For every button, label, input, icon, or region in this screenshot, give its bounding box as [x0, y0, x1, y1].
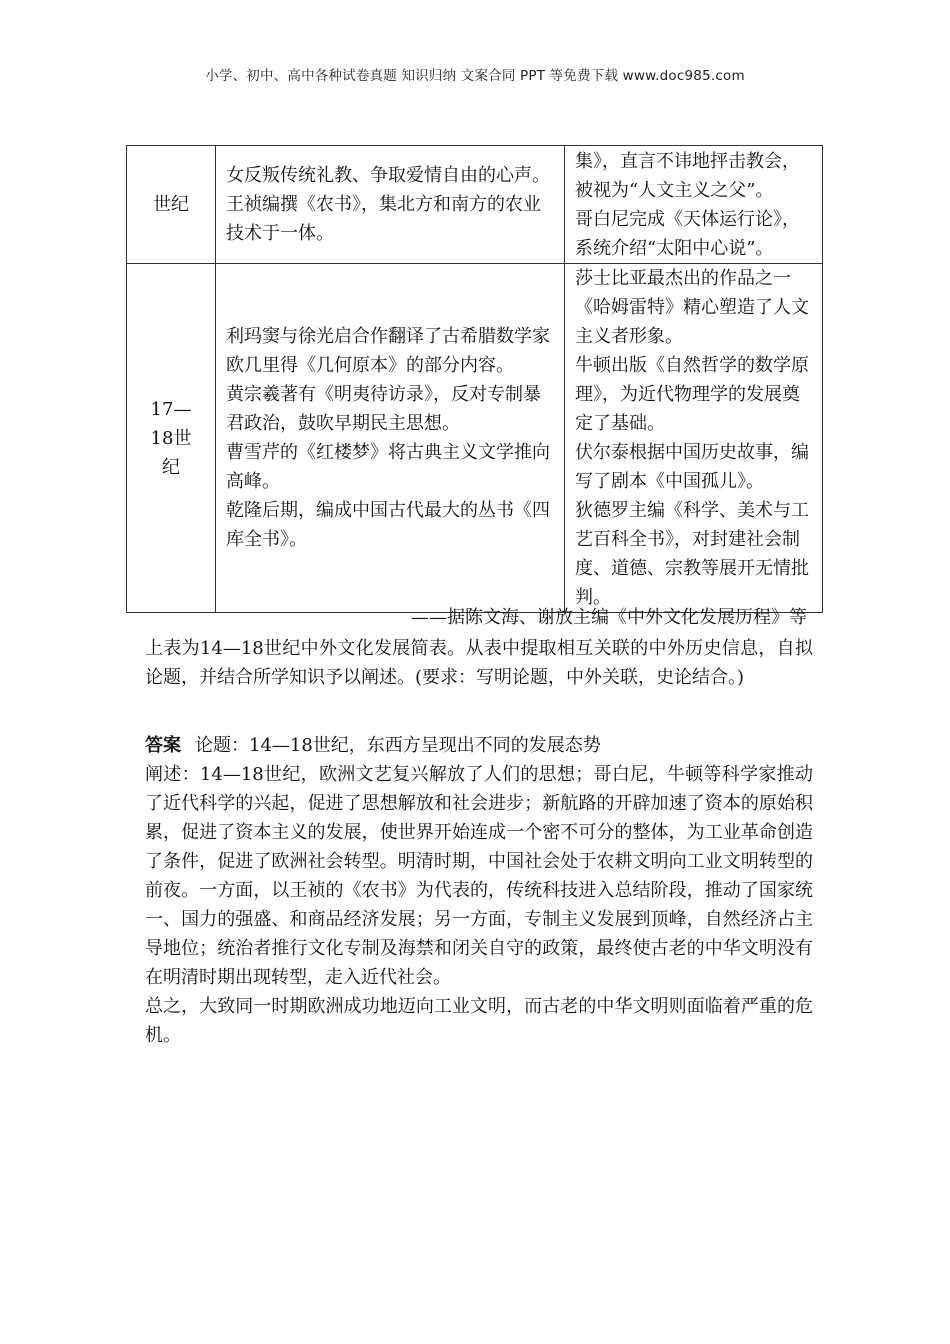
china-entry: 利玛窦与徐光启合作翻译了古希腊数学家欧几里得《几何原本》的部分内容。	[226, 326, 550, 376]
answer-block	[145, 731, 813, 1050]
west-cell	[565, 264, 823, 613]
west-entry: 莎士比亚最杰出的作品之一《哈姆雷特》精心塑造了人文主义者形象。	[575, 268, 809, 347]
answer-thesis: 论题：14—18世纪，东西方呈现出不同的发展态势	[195, 735, 601, 756]
west-entry: 狄德罗主编《科学、美术与工艺百科全书》，对封建社会制度、道德、宗教等展开无情批判。	[575, 500, 809, 608]
west-entry: 伏尔泰根据中国历史故事，编写了剧本《中国孤儿》。	[575, 442, 809, 492]
china-entry: 黄宗羲著有《明夷待访录》，反对专制暴君政治，鼓吹早期民主思想。	[226, 384, 541, 434]
culture-table	[126, 145, 823, 613]
west-entry: 哥白尼完成《天体运行论》，系统介绍“太阳中心说”。	[575, 208, 800, 259]
china-cell	[216, 146, 565, 264]
china-entry: 乾隆后期，编成中国古代最大的丛书《四库全书》。	[226, 500, 550, 550]
question-text: 上表为14—18世纪中外文化发展简表。从表中提取相互关联的中外历史信息，自拟论题，并结合所学知识予以阐述。(要求：写明论题，中外关联，史论结合。)	[145, 638, 813, 688]
china-entry: 王祯编撰《农书》，集北方和南方的农业技术于一体。	[226, 194, 541, 244]
period-cell: 17—18世纪	[127, 264, 216, 613]
china-entry: 曹雪芹的《红楼梦》将古典主义文学推向高峰。	[226, 442, 550, 492]
period-cell: 世纪	[127, 146, 216, 264]
answer-label: 答案	[145, 735, 181, 756]
west-cell	[565, 146, 823, 264]
china-cell	[216, 264, 565, 613]
answer-thesis-line	[145, 731, 813, 760]
answer-elaboration: 阐述：14—18世纪，欧洲文艺复兴解放了人们的思想；哥白尼，牛顿等科学家推动了近代科学的兴起，促进了思想解放和社会进步；新航路的开辟加速了资本的原始积累，促进了资本主义的发展，使世界开始连成一个密不可分的整体，为工业革命创造了条件，促进了欧洲社会转型。明清时期，中国社会处于农耕文明向工业文明转型的前夜。一方面，以王祯的《农书》为代表的，传统科技进入总结阶段，推动了国家统一、国力的强盛、和商品经济发展；另一方面，专制主义发展到顶峰，自然经济占主导地位；统治者推行文化专制及海禁和闭关自守的政策，最终使古老的中华文明没有在明清时期出现转型，走入近代社会。	[145, 764, 813, 988]
table-row	[127, 146, 823, 264]
china-entry: 女反叛传统礼教、争取爱情自由的心声。	[226, 165, 550, 186]
west-entry: 牛顿出版《自然哲学的数学原理》，为近代物理学的发展奠定了基础。	[575, 355, 809, 434]
table-source: ——据陈文海、谢放主编《中外文化发展历程》等	[411, 607, 807, 628]
west-entry: 集》，直言不讳地抨击教会，被视为“人文主义之父”。	[575, 150, 800, 201]
table-row	[127, 264, 823, 613]
answer-conclusion: 总之，大致同一时期欧洲成功地迈向工业文明，而古老的中华文明则面临着严重的危机。	[145, 996, 813, 1046]
page-header: 小学、初中、高中各种试卷真题 知识归纳 文案合同 PPT 等免费下载 www.doc985.com	[205, 68, 745, 84]
